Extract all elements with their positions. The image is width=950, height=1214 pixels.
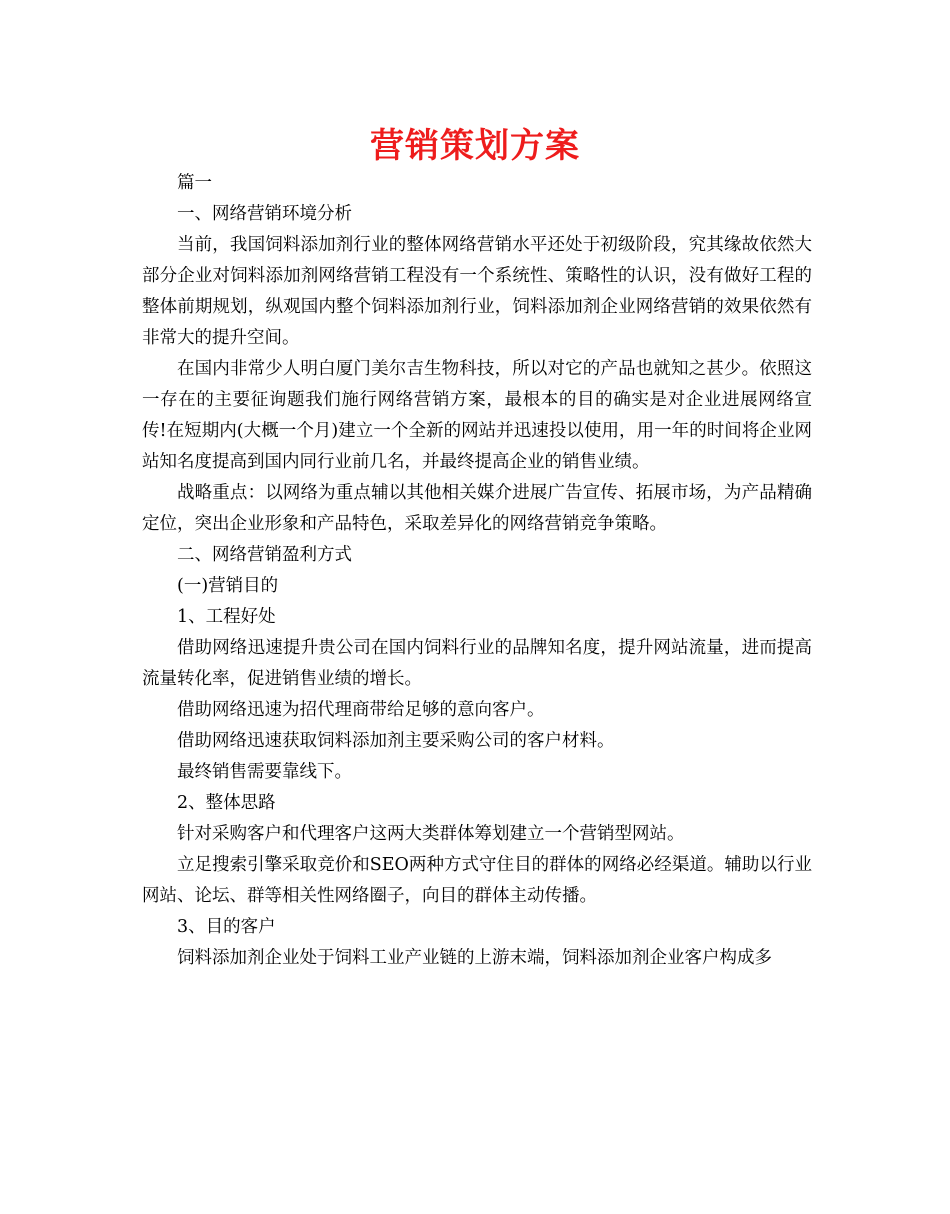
paragraph-client-materials: 借助网络迅速获取饲料添加剂主要采购公司的客户材料。 (177, 731, 615, 751)
paragraph-search-engine: 立足搜索引擎采取竞价和SEO两种方式守住目的群体的网络必经渠道。辅助以行业网站、论坛、群等相关性网络圈子，向目的群体主动传播。 (142, 855, 812, 906)
document-title: 营销策划方案 (370, 126, 580, 166)
paragraph-marketing-site: 针对采购客户和代理客户这两大类群体筹划建立一个营销型网站。 (177, 824, 685, 844)
heading-target-customers: 3、目的客户 (177, 917, 276, 937)
paragraph-agent-leads: 借助网络迅速为招代理商带给足够的意向客户。 (177, 700, 545, 720)
paragraph-industry-position: 饲料添加剂企业处于饲料工业产业链的上游末端，饲料添加剂企业客户构成多 (177, 948, 772, 968)
paragraph-offline-sales: 最终销售需要靠线下。 (177, 762, 352, 782)
heading-project-benefit: 1、工程好处 (177, 607, 276, 627)
heading-overall-approach: 2、整体思路 (177, 793, 276, 813)
paragraph-current-status: 当前，我国饲料添加剂行业的整体网络营销水平还处于初级阶段，究其缘故依然大部分企业对饲料添加剂网络营销工程没有一个系统性、策略性的认识，没有做好工程的整体前期规划，纵观国内整个饲料添加剂行业，饲料添加剂企业网络营销的效果依然有非常大的提升空间。 (142, 235, 812, 348)
paragraph-company-awareness: 在国内非常少人明白厦门美尔吉生物科技，所以对它的产品也就知之甚少。依照这一存在的主要征询题我们施行网络营销方案，最根本的目的确实是对企业进展网络宣传!在短期内(大概一个月)建立一个全新的网站并迅速投以使用，用一年的时间将企业网站知名度提高到国内同行业前几名，并最终提高企业的销售业绩。 (142, 359, 812, 472)
paragraph-section-label: 篇一 (177, 173, 212, 193)
heading-marketing-goal: (一)营销目的 (177, 576, 279, 596)
document-body (142, 168, 812, 974)
heading-profit-model: 二、网络营销盈利方式 (177, 545, 352, 565)
heading-environment-analysis: 一、网络营销环境分析 (177, 204, 352, 224)
paragraph-strategy-focus: 战略重点：以网络为重点辅以其他相关媒介进展广告宣传、拓展市场，为产品精确定位，突出企业形象和产品特色，采取差异化的网络营销竞争策略。 (142, 483, 812, 534)
paragraph-brand-awareness: 借助网络迅速提升贵公司在国内饲料行业的品牌知名度，提升网站流量，进而提高流量转化率，促进销售业绩的增长。 (142, 638, 812, 689)
